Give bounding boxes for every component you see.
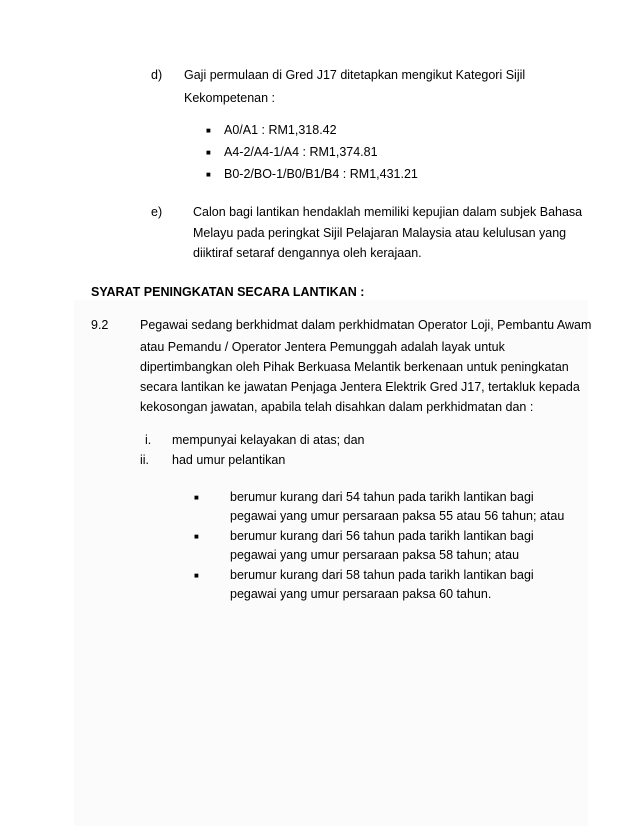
- sub-item-text-ii: had umur pelantikan: [172, 453, 286, 467]
- section-line-2: atau Pemandu / Operator Jentera Pemunggah adalah layak untuk: [140, 340, 505, 354]
- age-bullet-1-line-1: berumur kurang dari 54 tahun pada tarikh lantikan bagi: [230, 490, 534, 504]
- item-d-line-1: Gaji permulaan di Gred J17 ditetapkan mengikut Kategori Sijil: [184, 68, 526, 82]
- item-e-line-3: diiktiraf setaraf dengannya oleh kerajaan.: [193, 246, 422, 260]
- item-e-line-1: Calon bagi lantikan hendaklah memiliki kepujian dalam subjek Bahasa: [193, 205, 583, 219]
- square-bullet-icon: ■: [194, 532, 199, 541]
- salary-bullet-3: B0-2/BO-1/B0/B1/B4 : RM1,431.21: [224, 167, 418, 181]
- section-line-3: dipertimbangkan oleh Pihak Berkuasa Melantik berkenaan untuk peningkatan: [140, 360, 569, 374]
- item-e-line-2: Melayu pada peringkat Sijil Pelajaran Malaysia atau kelulusan yang: [193, 226, 567, 240]
- sub-item-text-i: mempunyai kelayakan di atas; dan: [172, 433, 365, 447]
- section-heading: SYARAT PENINGKATAN SECARA LANTIKAN :: [91, 285, 365, 299]
- square-bullet-icon: ■: [206, 126, 211, 135]
- sub-item-label-ii: ii.: [140, 453, 150, 467]
- square-bullet-icon: ■: [194, 493, 199, 502]
- section-number: 9.2: [91, 318, 109, 332]
- salary-bullet-2: A4-2/A4-1/A4 : RM1,374.81: [224, 145, 378, 159]
- square-bullet-icon: ■: [206, 170, 211, 179]
- section-line-1: Pegawai sedang berkhidmat dalam perkhidmatan Operator Loji, Pembantu Awam: [140, 318, 592, 332]
- square-bullet-icon: ■: [206, 148, 211, 157]
- age-bullet-3-line-1: berumur kurang dari 58 tahun pada tarikh lantikan bagi: [230, 568, 534, 582]
- item-e-label: e): [151, 205, 163, 219]
- square-bullet-icon: ■: [194, 571, 199, 580]
- section-line-5: kekosongan jawatan, apabila telah disahkan dalam perkhidmatan dan :: [140, 400, 534, 414]
- age-bullet-2-line-2: pegawai yang umur persaraan paksa 58 tahun; atau: [230, 548, 520, 562]
- section-line-4: secara lantikan ke jawatan Penjaga Jentera Elektrik Gred J17, tertakluk kepada: [140, 380, 580, 394]
- salary-bullet-1: A0/A1 : RM1,318.42: [224, 123, 337, 137]
- item-d-label: d): [151, 68, 163, 82]
- age-bullet-3-line-2: pegawai yang umur persaraan paksa 60 tahun.: [230, 587, 492, 601]
- item-d-line-2: Kekompetenan :: [184, 91, 276, 105]
- sub-item-label-i: i.: [145, 433, 152, 447]
- age-bullet-1-line-2: pegawai yang umur persaraan paksa 55 atau 56 tahun; atau: [230, 509, 565, 523]
- age-bullet-2-line-1: berumur kurang dari 56 tahun pada tarikh lantikan bagi: [230, 529, 534, 543]
